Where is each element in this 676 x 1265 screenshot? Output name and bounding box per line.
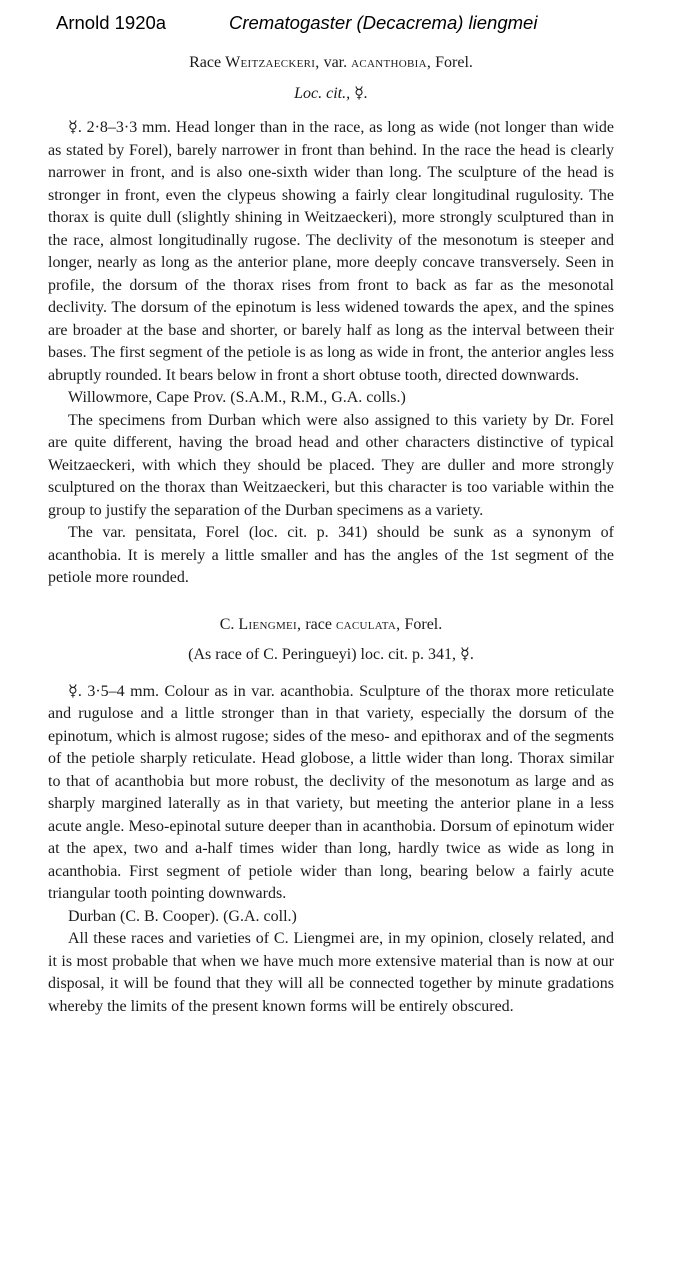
section1-paragraph-durban: The specimens from Durban which were also assigned to this variety by Dr. Forel are quite different, having the broad head and other characters distinctive of typical Weitzaeckeri, with which they should be placed. They are duller and more strongly sculptured on the thorax than Weitzaeckeri, but this character is too variable within the group to justify the separation of the Durban specimens as a variety.	[48, 411, 614, 519]
citation-label: Arnold 1920a	[56, 12, 167, 33]
section2-paragraph-description: ☿. 3·5–4 mm. Colour as in var. acanthobia. Sculpture of the thorax more reticulate and rugulose and a little stronger than in that variety, especially the dorsum of the epinotum, which is almost rugose; sides of the meso- and epithorax and of the segments of the petiole sharply reticulate. Head globose, a little wider than long. Thorax similar to that of acanthobia but more robust, the declivity of the mesonotum as large and as sharply margined laterally as in that variety, but meeting the anterior plane in a less acute angle. Meso-epinotal suture deeper than in acanthobia. Dorsum of epinotum wider at the apex, two and a-half times wider than long, hardly twice as wide as long in acanthobia. First segment of petiole wider than long, bearing below a fairly acute triangular tooth pointing downwards.	[48, 682, 614, 902]
section2-paragraph-locality: Durban (C. B. Cooper). (G.A. coll.)	[68, 907, 297, 925]
document-body	[48, 50, 614, 1018]
heading-var-word: var.	[323, 54, 348, 71]
section1-locality-ref: Loc. cit., ☿.	[294, 84, 368, 102]
section1-paragraph-locality: Willowmore, Cape Prov. (S.A.M., R.M., G.A. colls.)	[68, 389, 406, 406]
heading-genus: C.	[219, 615, 235, 633]
section1-heading	[48, 52, 614, 75]
heading-race-name: Weitzaeckeri,	[225, 54, 320, 71]
taxon-title: Crematogaster (Decacrema) liengmei	[229, 12, 538, 33]
heading-race-word: Race	[189, 54, 222, 71]
heading-species-name: Liengmei,	[238, 615, 302, 633]
section1-paragraph-description: ☿. 2·8–3·3 mm. Head longer than in the race, as long as wide (not longer than wide as stated by Forel), barely narrower in front than behind. In the race the head is clearly narrower in front, and is also one-sixth wider than long. The sculpture of the head is stronger in front, even the clypeus showing a fairly clear longitudinal rugulosity. The thorax is quite dull (slightly shining in Weitzaeckeri), more strongly sculptured than in the race, almost longitudinally rugose. The declivity of the mesonotum is steeper and longer, nearly as long as the anterior plane, more deeply concave transversely. Seen in profile, the dorsum of the thorax rises from front to back as far as the mesonotal declivity. The dorsum of the epinotum is less widened towards the apex, and the spines are broader at the base and shorter, or barely half as long as the interval between their bases. The first segment of the petiole is as long as wide in front, the anterior angles less abruptly rounded. It bears below in front a short obtuse tooth, directed downwards.	[48, 119, 614, 384]
section2-paragraph-conclusion: All these races and varieties of C. Liengmei are, in my opinion, closely related, and it is most probable that when we have much more extensive material than is now at our disposal, it will be found that they will all be connected together by minute gradations whereby the limits of the present known forms will be entirely obscured.	[48, 930, 614, 1015]
heading-author: Forel.	[435, 54, 473, 71]
heading-author: Forel.	[404, 615, 443, 633]
section1-paragraph-pensitata: The var. pensitata, Forel (loc. cit. p. 341) should be sunk as a synonym of acanthobia. It is merely a little smaller and has the angles of the 1st segment of the petiole more rounded.	[48, 524, 614, 586]
heading-var-name: acanthobia,	[351, 54, 432, 71]
heading-race-name: caculata,	[335, 615, 401, 633]
page-header	[0, 12, 676, 38]
heading-race-word: race	[305, 615, 332, 633]
section2-subtitle: (As race of C. Peringueyi) loc. cit. p. 341, ☿.	[188, 646, 474, 663]
section2-heading	[48, 614, 614, 637]
